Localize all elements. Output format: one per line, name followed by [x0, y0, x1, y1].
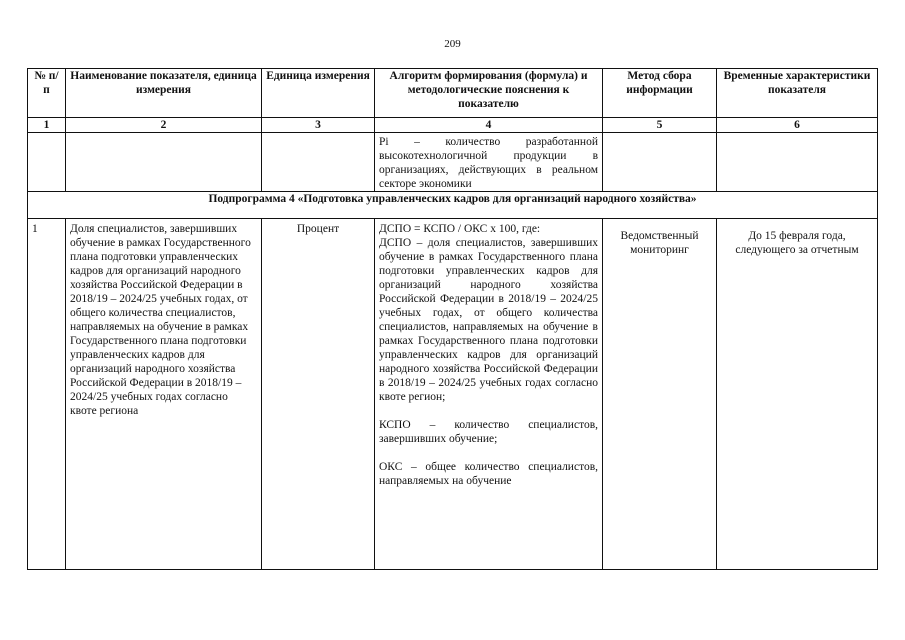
- row-number: 1: [28, 219, 66, 570]
- header-timing: Временные характеристики показателя: [717, 69, 878, 118]
- algorithm-p3: ОКС – общее количество специалистов, направляемых на обучение: [379, 461, 598, 487]
- table-row: [28, 219, 878, 570]
- algorithm-p1: ДСПО – доля специалистов, завершивших обучение в рамках Государственного плана подготовки управленческих кадров для организаций народного хозяйства Российской Федерации в 2018/19 – 2024/25 учебных годах, от общего количества специалистов, направляемых на обучение в рамках Государственного плана подготовки управленческих кадров для организаций народного хозяйства Российской Федерации в 2018/19 – 2024/25 учебных годах согласно квоте регион;: [379, 237, 598, 403]
- col-number: 2: [66, 118, 262, 133]
- header-row: [28, 69, 878, 118]
- col-number: 1: [28, 118, 66, 133]
- indicator-algorithm: [375, 219, 603, 570]
- col-number: 5: [603, 118, 717, 133]
- indicator-name: Доля специалистов, завершивших обучение в рамках Государственного плана подготовки управленческих кадров для организаций народного хозяйства Российской Федерации в 2018/19 – 2024/25 учебных годах, от общего количества специалистов, направляемых на обучение в рамках Государственного плана подготовки управленческих кадров для организаций народного хозяйства Российской Федерации в 2018/19 – 2024/25 учебных годах согласно квоте региона: [66, 219, 262, 570]
- indicator-unit: Процент: [262, 219, 375, 570]
- subprogram-title: Подпрограмма 4 «Подготовка управленческих кадров для организаций народного хозяйства»: [28, 192, 878, 219]
- page-number: 209: [444, 38, 461, 50]
- header-name: Наименование показателя, единица измерения: [66, 69, 262, 118]
- algorithm-formula: ДСПО = КСПО / ОКС х 100, где:: [379, 223, 541, 235]
- subprogram-row: [28, 192, 878, 219]
- carry-over-row: [28, 133, 878, 192]
- algorithm-p2: КСПО – количество специалистов, завершивших обучение;: [379, 419, 598, 445]
- header-unit: Единица измерения: [262, 69, 375, 118]
- col-number: 4: [375, 118, 603, 133]
- col-number: 6: [717, 118, 878, 133]
- indicators-table: [27, 68, 878, 570]
- header-method: Метод сбора информации: [603, 69, 717, 118]
- collection-method: Ведомственный мониторинг: [603, 219, 717, 570]
- col-number: 3: [262, 118, 375, 133]
- header-num: № п/п: [28, 69, 66, 118]
- column-numbers-row: [28, 118, 878, 133]
- time-characteristics: До 15 февраля года, следующего за отчетным: [717, 219, 878, 570]
- carry-algorithm: Pi – количество разработанной высокотехнологичной продукции в организациях, действующих в реальном секторе экономики: [375, 133, 603, 192]
- header-algorithm: Алгоритм формирования (формула) и методологические пояснения к показателю: [375, 69, 603, 118]
